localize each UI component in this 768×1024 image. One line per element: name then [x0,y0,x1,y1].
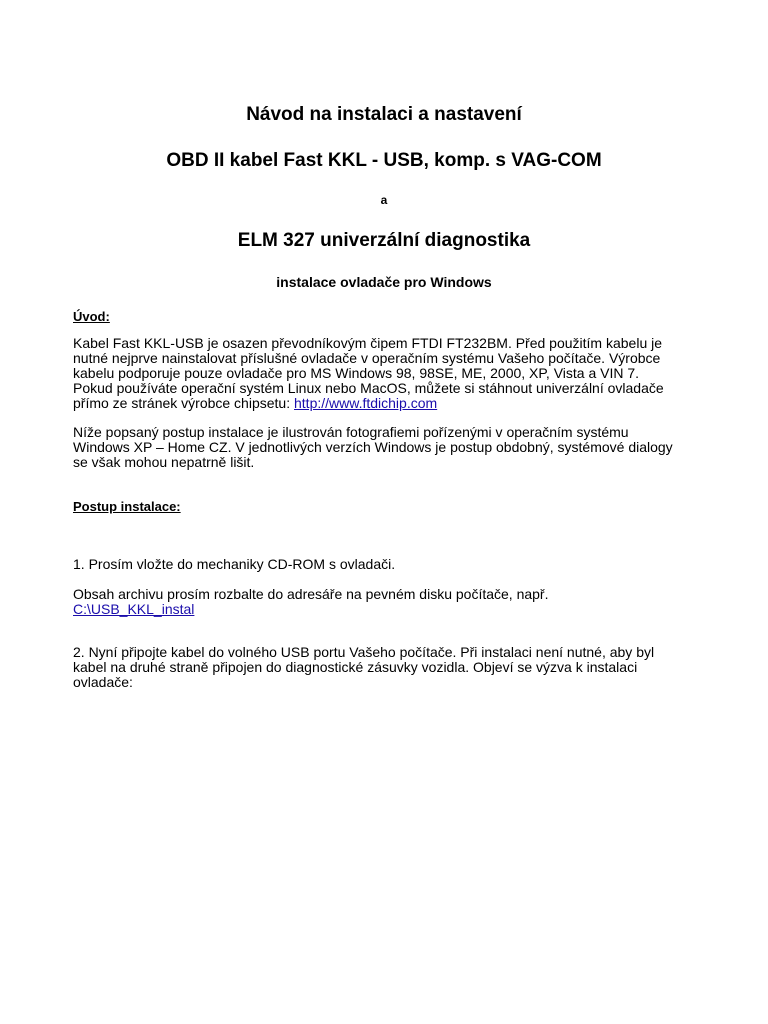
intro-p1-line-last [73,396,693,411]
step-1-note [73,587,693,617]
intro-p2-line: Windows XP – Home CZ. V jednotlivých verzích Windows je postup obdobný, systémové dialogy [73,439,673,455]
step-2-line: ovladače: [73,674,133,690]
title-connector: a [380,193,388,207]
title-line-3: ELM 327 univerzální diagnostika [237,230,531,251]
ftdichip-link[interactable]: http://www.ftdichip.com [294,395,438,411]
intro-paragraph-2 [73,425,693,470]
intro-p1-line: kabelu podporuje pouze ovladače pro MS Windows 98, 98SE, ME, 2000, XP, Vista a VIN 7. [73,365,640,381]
procedure-heading: Postup instalace: [73,499,181,514]
intro-p2-line: se však mohou nepatrně lišit. [73,454,255,470]
step-1: 1. Prosím vložte do mechaniky CD-ROM s ovladači. [73,556,396,572]
intro-heading: Úvod: [73,309,110,324]
title-line-2: OBD II kabel Fast KKL - USB, komp. s VAG-COM [166,150,602,171]
step-1-note-text: Obsah archivu prosím rozbalte do adresáře na pevném disku počítače, např. [73,586,549,602]
subtitle: instalace ovladače pro Windows [276,274,492,290]
install-path-link[interactable]: C:\USB_KKL_instal [73,601,195,617]
intro-p1-line: Kabel Fast KKL-USB je osazen převodníkovým čipem FTDI FT232BM. Před použitím kabelu je [73,335,663,351]
step-2 [73,645,693,690]
intro-p2-line: Níže popsaný postup instalace je ilustrován fotografiemi pořízenými v operačním systému [73,424,629,440]
intro-p1-line: Pokud používáte operační systém Linux nebo MacOS, můžete si stáhnout univerzální ovladače [73,380,664,396]
intro-paragraph-1 [73,336,693,411]
intro-p1-last-text: přímo ze stránek výrobce chipsetu: [73,395,294,411]
title-line-1: Návod na instalaci a nastavení [246,104,522,125]
intro-p1-line: nutné nejprve nainstalovat příslušné ovladače v operačním systému Vašeho počítače. Výrobce [73,350,661,366]
step-2-line: kabel na druhé straně připojen do diagnostické zásuvky vozidla. Objeví se výzva k instalaci [73,659,638,675]
step-2-line: 2. Nyní připojte kabel do volného USB portu Vašeho počítače. Při instalaci není nutné, aby byl [73,644,655,660]
